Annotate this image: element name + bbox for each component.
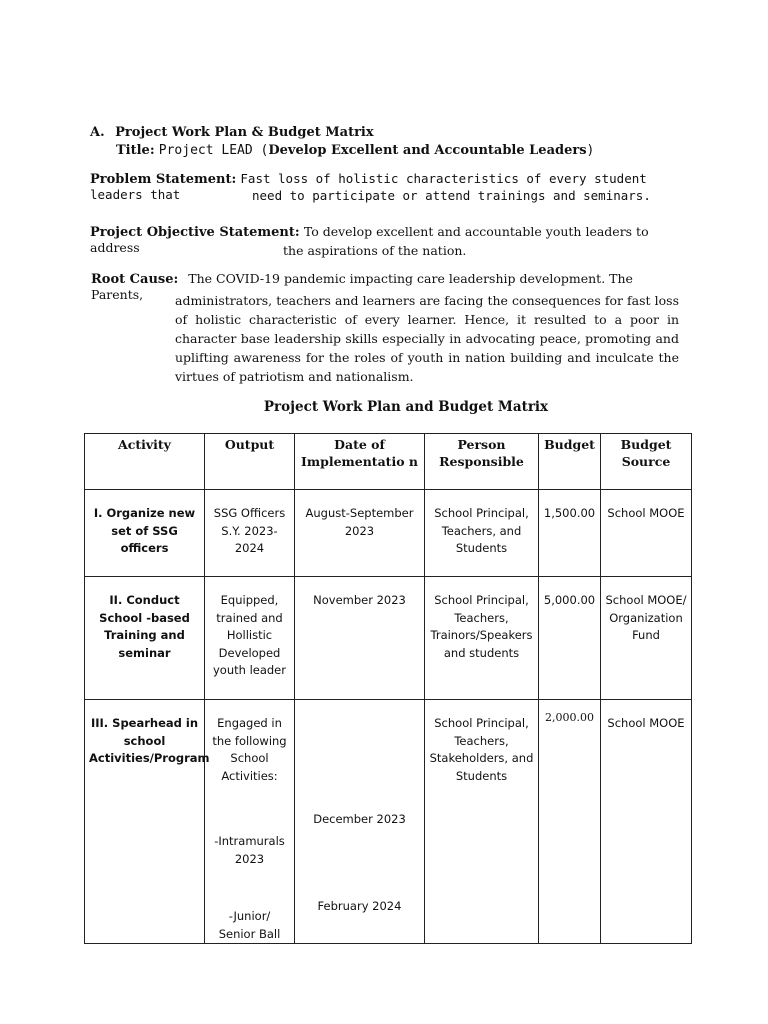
title-label: Title:: [116, 143, 155, 158]
title-bold: Develop Excellent and Accountable Leaders: [268, 143, 587, 158]
cell-person: School Principal, Teachers, and Students: [425, 490, 539, 577]
table-header-row: [85, 434, 692, 490]
cell-activity: II. Conduct School -based Training and seminar: [85, 577, 205, 700]
cell-budget: 2,000.00: [539, 700, 601, 944]
problem-label: Problem Statement:: [90, 172, 237, 187]
cell-person: School Principal, Teachers, Stakeholders, and Students: [425, 700, 539, 944]
cell-activity: III. Spearhead in school Activities/Program: [85, 700, 205, 944]
root-cause-label: Root Cause:: [91, 272, 179, 287]
date-ball: February 2024: [317, 898, 402, 913]
cell-date: August-September 2023: [295, 490, 425, 577]
output-item-ball: -Junior/ Senior Ball: [218, 909, 281, 941]
cell-budget: 5,000.00: [539, 577, 601, 700]
col-header-budget: Budget: [539, 434, 601, 490]
col-header-person: Person Responsible: [425, 434, 539, 490]
table-row: [85, 700, 692, 944]
col-header-output: Output: [205, 434, 295, 490]
objective-line1: To develop excellent and accountable youth leaders to address: [90, 224, 649, 255]
col-header-activity: Activity: [85, 434, 205, 490]
table-row: [85, 490, 692, 577]
objective-label: Project Objective Statement:: [90, 225, 300, 240]
cell-source: School MOOE/ Organization Fund: [601, 577, 692, 700]
root-cause-body: administrators, teachers and learners are facing the consequences for fast loss of holistic characteristic of every learner. Hence, it resulted to a poor in character base leadership skills especially in advocating peace, promoting and uplifting awareness for the roles of youth in nation building and inculcate the virtues of patriotism and nationalism.: [175, 293, 679, 384]
section-letter: A.: [90, 125, 105, 140]
cell-output: Equipped, trained and Hollistic Developed youth leader: [205, 577, 295, 700]
cell-source: School MOOE: [601, 700, 692, 944]
output-item-intramurals: -Intramurals 2023: [214, 834, 285, 866]
section-title: Project Work Plan & Budget Matrix: [115, 125, 374, 140]
objective-line2: the aspirations of the nation.: [283, 243, 467, 258]
table-row: [85, 577, 692, 700]
cell-output: [205, 700, 295, 944]
col-header-source: Budget Source: [601, 434, 692, 490]
problem-line2: need to participate or attend trainings and seminars.: [252, 188, 651, 203]
cell-person: School Principal, Teachers, Trainors/Speakers and students: [425, 577, 539, 700]
cell-budget: 1,500.00: [539, 490, 601, 577]
cell-date: November 2023: [295, 577, 425, 700]
date-intramurals: December 2023: [313, 812, 406, 826]
col-header-date: Date of Implementatio n: [295, 434, 425, 490]
output-text: Engaged in the following School Activities:: [212, 716, 287, 783]
problem-line1: Fast loss of holistic characteristics of every student leaders that: [90, 171, 647, 202]
root-cause-first-text: The COVID-19 pandemic impacting care leadership development. The Parents,: [91, 271, 633, 302]
cell-activity: I. Organize new set of SSG officers: [85, 490, 205, 577]
section-heading: [90, 125, 374, 140]
cell-output: SSG Officers S.Y. 2023-2024: [205, 490, 295, 577]
title-prefix: Project LEAD (: [158, 143, 269, 158]
budget-matrix-table: [84, 433, 692, 944]
cell-date: [295, 700, 425, 944]
title-suffix: ): [586, 143, 595, 158]
cell-source: School MOOE: [601, 490, 692, 577]
title-line: [116, 143, 594, 158]
matrix-heading: Project Work Plan and Budget Matrix: [263, 399, 549, 415]
